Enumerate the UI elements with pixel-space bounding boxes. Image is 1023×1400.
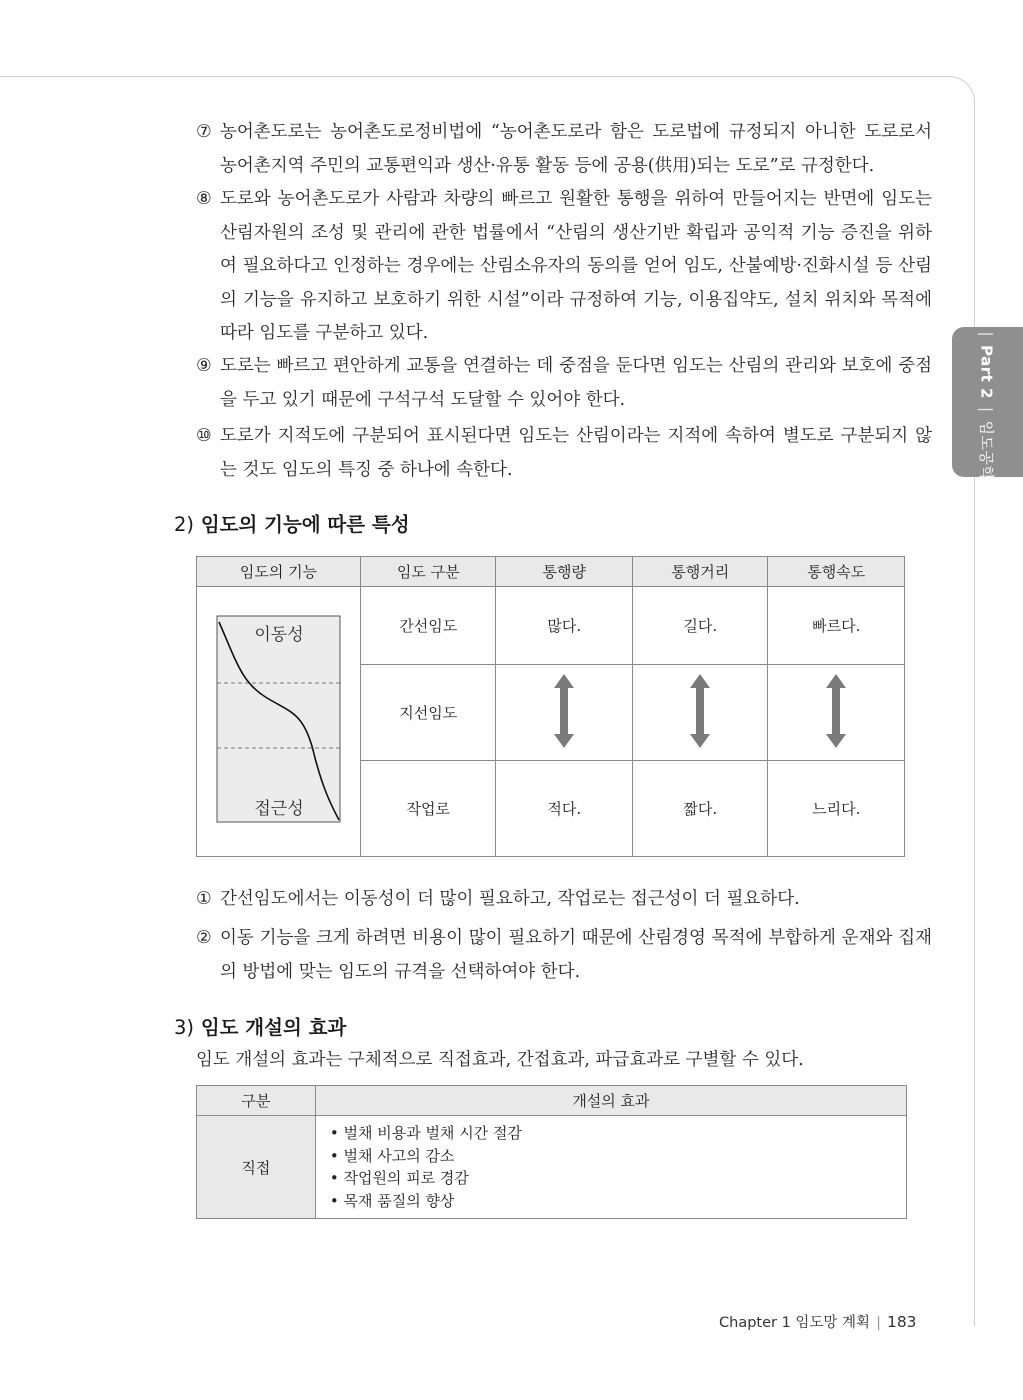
row-work-distance: 짧다. xyxy=(632,761,768,857)
section-2-item-1: ① 간선임도에서는 이동성이 더 많이 필요하고, 작업로는 접근성이 더 필요하다. xyxy=(196,889,800,909)
header-distance: 통행거리 xyxy=(632,557,768,587)
side-tab-title: 임도공학 xyxy=(977,420,996,481)
footer-chapter: Chapter 1 임도망 계획 xyxy=(719,1315,871,1331)
section-3-heading: 3) 임도 개설의 효과 xyxy=(174,1016,347,1039)
row-work-volume: 적다. xyxy=(496,761,633,857)
effect-item: • 벌채 비용과 벌채 시간 절감 xyxy=(329,1124,522,1142)
row-branch-distance xyxy=(632,665,768,761)
row-branch-type: 지선임도 xyxy=(361,665,496,761)
header-function: 임도의 기능 xyxy=(197,557,361,587)
section-2-heading: 2) 임도의 기능에 따른 특성 xyxy=(174,513,410,536)
page-number: 183 xyxy=(886,1313,917,1331)
diagram-box xyxy=(217,616,340,822)
header-type: 임도 구분 xyxy=(361,557,496,587)
side-tab-part: Part 2 xyxy=(977,345,996,399)
header-volume: 통행량 xyxy=(496,557,633,587)
header-speed: 통행속도 xyxy=(768,557,905,587)
page-footer: Chapter 1 임도망 계획 | 183 xyxy=(719,1313,917,1331)
direct-effects xyxy=(315,1116,906,1219)
mobility-access-diagram xyxy=(197,588,360,855)
function-diagram-cell xyxy=(197,587,361,857)
item-7: ⑦ 농어촌도로는 농어촌도로정비법에 “농어촌도로라 함은 도로법에 규정되지 아니한 도로로서 농어촌지역 주민의 교통편익과 생산·유통 활동 등에 공용(供用)되는 도로”로 규정한다. xyxy=(196,122,932,176)
row-branch-volume xyxy=(496,665,633,761)
row-work-type: 작업로 xyxy=(361,761,496,857)
effects-table xyxy=(196,1085,907,1219)
row-main-type: 간선임도 xyxy=(361,587,496,665)
side-tab xyxy=(952,327,1023,481)
side-tab-text: |Part 2|임도공학 xyxy=(977,331,996,481)
row-work-speed: 느리다. xyxy=(768,761,905,857)
double-arrow-icon xyxy=(553,674,575,748)
effect-item: • 작업원의 피로 경감 xyxy=(329,1169,469,1187)
row-main-distance: 길다. xyxy=(632,587,768,665)
row-branch-speed xyxy=(768,665,905,761)
function-table xyxy=(196,556,905,857)
item-10: ⑩ 도로가 지적도에 구분되어 표시된다면 임도는 산림이라는 지적에 속하여 별도로 구분되지 않는 것도 임도의 특징 중 하나에 속한다. xyxy=(196,426,932,480)
double-arrow-icon xyxy=(689,674,711,748)
section-3-intro: 임도 개설의 효과는 구체적으로 직접효과, 간접효과, 파급효과로 구별할 수 있다. xyxy=(196,1050,804,1070)
diagram-bottom-label: 접근성 xyxy=(254,799,304,819)
item-8: ⑧ 도로와 농어촌도로가 사람과 차량의 빠르고 원활한 통행을 위하여 만들어지는 반면에 임도는 산림자원의 조성 및 관리에 관한 법률에서 “산림의 생산기반 확립과 공익적 기능 증진을 위하여 필요하다고 인정하는 경우에는 산림소유자의 동의를 얻어 임도, 산불예방·진화시설 등 산림의 기능을 유지하고 보호하기 위한 시설”이라 규정하여 기능, 이용집약도, 설치 위치와 목적에 따라 임도를 구분하고 있다. xyxy=(196,189,932,343)
item-9: ⑨ 도로는 빠르고 편안하게 교통을 연결하는 데 중점을 둔다면 임도는 산림의 관리와 보호에 중점을 두고 있기 때문에 구석구석 도달할 수 있어야 한다. xyxy=(196,356,932,410)
header-effects: 개설의 효과 xyxy=(315,1086,906,1116)
effect-item: • 목재 품질의 향상 xyxy=(329,1191,455,1210)
diagram-top-label: 이동성 xyxy=(254,625,304,645)
header-category: 구분 xyxy=(197,1086,316,1116)
effect-item: • 벌채 사고의 감소 xyxy=(329,1146,455,1165)
category-direct: 직접 xyxy=(197,1116,316,1219)
row-main-speed: 빠르다. xyxy=(768,587,905,665)
row-main-volume: 많다. xyxy=(496,587,633,665)
double-arrow-icon xyxy=(825,674,847,748)
section-2-item-2: ② 이동 기능을 크게 하려면 비용이 많이 필요하기 때문에 산림경영 목적에 부합하게 운재와 집재의 방법에 맞는 임도의 규격을 선택하여야 한다. xyxy=(196,928,932,982)
